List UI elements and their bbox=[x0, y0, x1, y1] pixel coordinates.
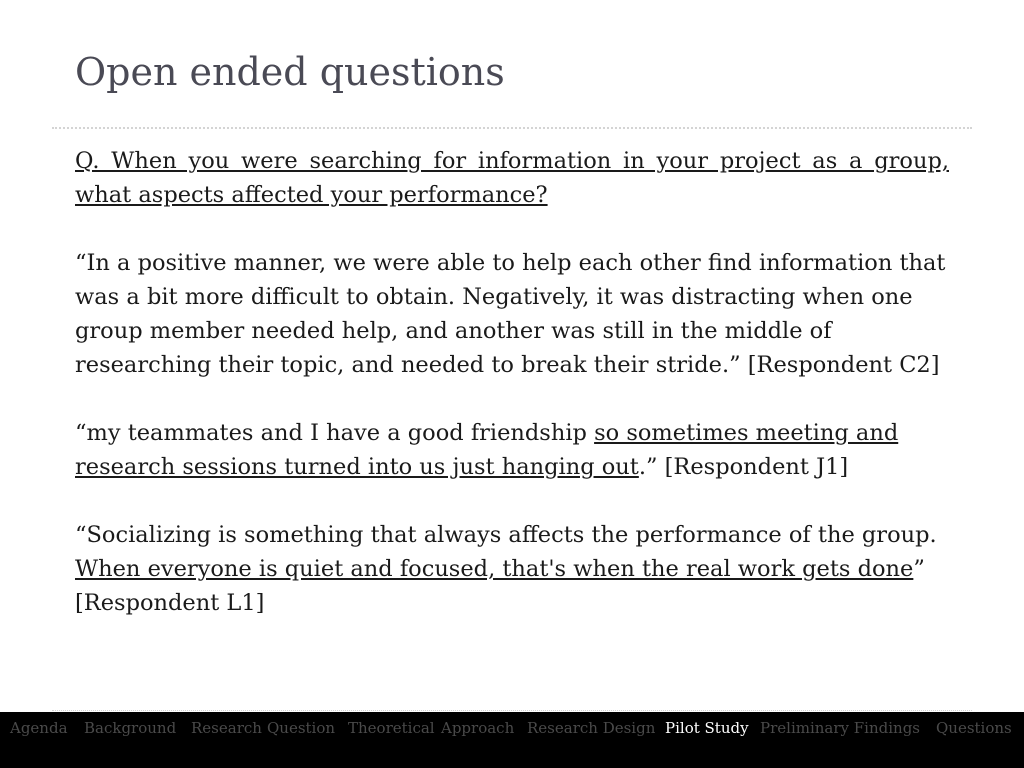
nav-divider bbox=[52, 710, 972, 711]
quote-j1-text: “my teammates and I have a good friendship bbox=[75, 420, 595, 446]
quote-l1 bbox=[75, 518, 949, 620]
nav-item-research-design[interactable]: Research Design bbox=[527, 719, 656, 737]
nav-item-theoretical[interactable]: Theoretical bbox=[348, 719, 435, 737]
quote-l1-text: “Socializing is something that always affects the performance of the group. bbox=[75, 522, 937, 548]
quote-l1-attribution: ” [Respondent L1] bbox=[75, 556, 925, 616]
quote-j1 bbox=[75, 416, 949, 484]
nav-item-questions[interactable]: Questions bbox=[936, 719, 1012, 737]
title-divider bbox=[52, 127, 972, 129]
section-navbar bbox=[0, 712, 1024, 768]
nav-item-background[interactable]: Background bbox=[84, 719, 177, 737]
nav-item-pilot-study[interactable]: Pilot Study bbox=[665, 719, 749, 737]
nav-item-research[interactable]: Research bbox=[191, 719, 262, 737]
nav-item-question[interactable]: Question bbox=[267, 719, 336, 737]
nav-item-approach[interactable]: Approach bbox=[441, 719, 515, 737]
quote-l1-underlined: When everyone is quiet and focused, that's when the real work gets done bbox=[75, 556, 914, 582]
question-text: Q. When you were searching for information in your project as a group, what aspects affected your performance? bbox=[75, 148, 949, 208]
quote-j1-attribution: .” [Respondent J1] bbox=[638, 454, 849, 480]
quote-j1-underlined: so sometimes meeting and research sessions turned into us just hanging out bbox=[75, 420, 899, 480]
slide-content bbox=[75, 144, 949, 620]
slide-title: Open ended questions bbox=[75, 50, 505, 94]
nav-item-preliminary-findings[interactable]: Preliminary Findings bbox=[760, 719, 920, 737]
nav-item-agenda[interactable]: Agenda bbox=[10, 719, 68, 737]
quote-c2: “In a positive manner, we were able to help each other find information that was a bit more difficult to obtain. Negatively, it was distracting when one group member needed help, and another was still in the middle of researching their topic, and needed to break their stride.” [Respondent C2] bbox=[75, 250, 946, 378]
